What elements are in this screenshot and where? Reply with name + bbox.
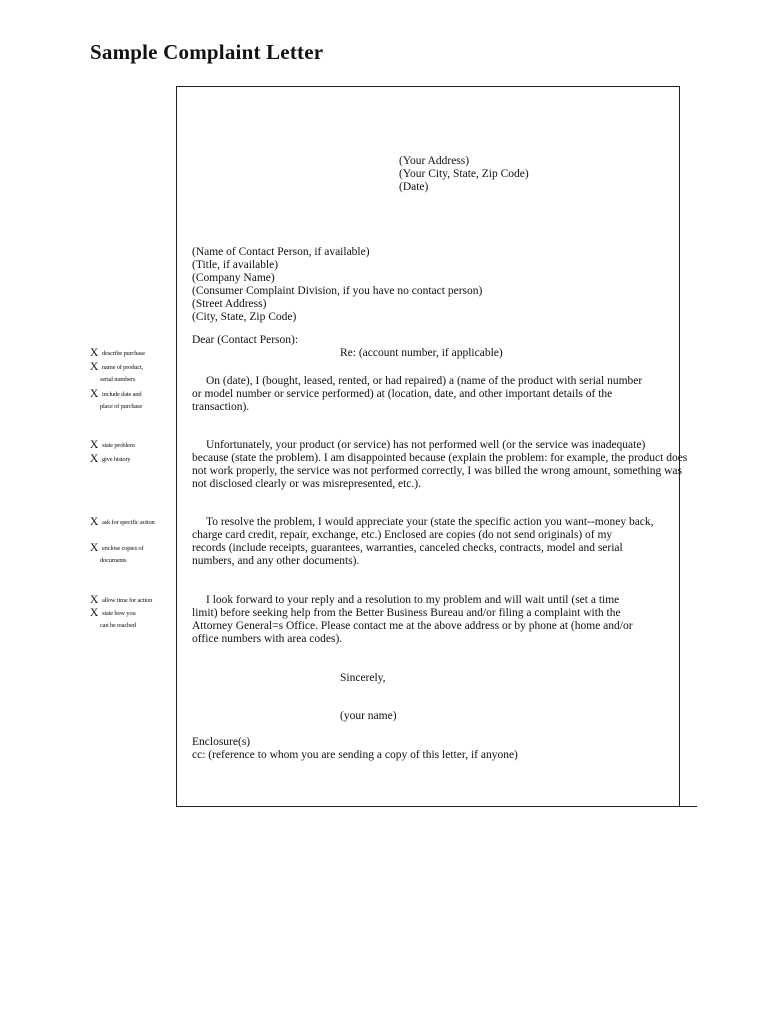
x-mark: X — [90, 453, 99, 465]
sender-city-state-zip: (Your City, State, Zip Code) — [399, 167, 529, 180]
margin-label: give history — [102, 456, 131, 463]
paragraph-line: To resolve the problem, I would appreciate your (state the specific action you want--money back, — [206, 516, 654, 528]
sender-date: (Date) — [399, 180, 429, 193]
re-line: Re: (account number, if applicable) — [340, 347, 503, 359]
x-mark: X — [90, 607, 99, 619]
recipient-title: (Title, if available) — [192, 258, 279, 271]
body-paragraph — [192, 594, 633, 646]
sender-address-block — [399, 155, 529, 194]
margin-label: allow time for action — [102, 597, 153, 604]
margin-label: enclose copies of — [102, 545, 144, 552]
margin-label: state problem — [102, 442, 135, 449]
paragraph-line: records (include receipts, guarantees, warranties, canceled checks, contracts, model and serial — [192, 541, 623, 554]
margin-label: serial numbers — [100, 376, 136, 383]
paragraph-line: because (state the problem). I am disappointed because (explain the problem: for example, the product does — [192, 451, 688, 464]
margin-note-enclose-copies — [90, 542, 143, 566]
margin-note-include-date — [90, 388, 142, 412]
margin-label: describe purchase — [102, 350, 145, 357]
x-mark: X — [90, 388, 99, 400]
recipient-contact: (Name of Contact Person, if available) — [192, 246, 370, 258]
recipient-address-block — [192, 246, 482, 323]
margin-label: include date and — [102, 391, 142, 398]
paragraph-line: charge card credit, repair, exchange, etc.) Enclosed are copies (do not send originals) of my — [192, 528, 613, 541]
salutation: Dear (Contact Person): — [192, 334, 299, 346]
paragraph-line: I look forward to your reply and a resolution to my problem and will wait until (set a time — [206, 594, 620, 606]
x-mark: X — [90, 516, 99, 528]
margin-label: documents — [100, 557, 127, 564]
paragraph-line: Attorney General=s Office. Please contact me at the above address or by phone at (home and/or — [192, 619, 633, 632]
margin-label: place of purchase — [100, 403, 143, 410]
margin-note-give-history — [90, 453, 130, 466]
x-mark: X — [90, 439, 99, 451]
margin-note-state-how — [90, 607, 136, 631]
margin-label: name of product, — [102, 364, 144, 371]
margin-label: state how you — [102, 610, 136, 617]
body-paragraph — [192, 439, 687, 491]
paragraph-line: not work properly, the service was not performed correctly, I was billed the wrong amount, something was — [192, 464, 682, 477]
page-title: Sample Complaint Letter — [90, 40, 324, 64]
x-mark: X — [90, 347, 99, 359]
margin-note-name-of-product — [90, 361, 143, 385]
recipient-street: (Street Address) — [192, 297, 267, 310]
paragraph-line: Unfortunately, your product (or service) has not performed well (or the service was inadequate) — [206, 439, 646, 451]
paragraph-line: transaction). — [192, 400, 250, 413]
margin-note-describe-purchase — [90, 347, 145, 360]
paragraph-line: numbers, and any other documents). — [192, 554, 360, 567]
paragraph-line: On (date), I (bought, leased, rented, or had repaired) a (name of the product with serial number — [206, 375, 643, 387]
paragraph-line: office numbers with area codes). — [192, 632, 343, 645]
margin-note-state-problem — [90, 439, 135, 452]
body-paragraph — [192, 375, 642, 414]
sender-address: (Your Address) — [399, 155, 470, 167]
paragraph-line: limit) before seeking help from the Better Business Bureau and/or filing a complaint with the — [192, 606, 621, 619]
paragraph-line: not disclosed clearly or was misrepresented, etc.). — [192, 477, 421, 490]
margin-note-ask-for-action — [90, 516, 155, 529]
paragraph-line: or model number or service performed) at (location, date, and other important details of the — [192, 387, 613, 400]
enclosure-line: Enclosure(s) — [192, 736, 251, 748]
x-mark: X — [90, 361, 99, 373]
margin-note-allow-time — [90, 594, 152, 607]
margin-label: ask for specific action — [102, 519, 155, 526]
closing: Sincerely, — [340, 672, 386, 684]
recipient-division: (Consumer Complaint Division, if you have no contact person) — [192, 284, 483, 297]
body-paragraph — [192, 516, 654, 568]
signature: (your name) — [340, 710, 397, 722]
x-mark: X — [90, 594, 99, 606]
letter-bottom-rule — [176, 806, 697, 807]
cc-line: cc: (reference to whom you are sending a copy of this letter, if anyone) — [192, 749, 518, 761]
x-mark: X — [90, 542, 99, 554]
recipient-city-state-zip: (City, State, Zip Code) — [192, 310, 297, 323]
margin-label: can be reached — [100, 622, 136, 629]
recipient-company: (Company Name) — [192, 271, 275, 284]
